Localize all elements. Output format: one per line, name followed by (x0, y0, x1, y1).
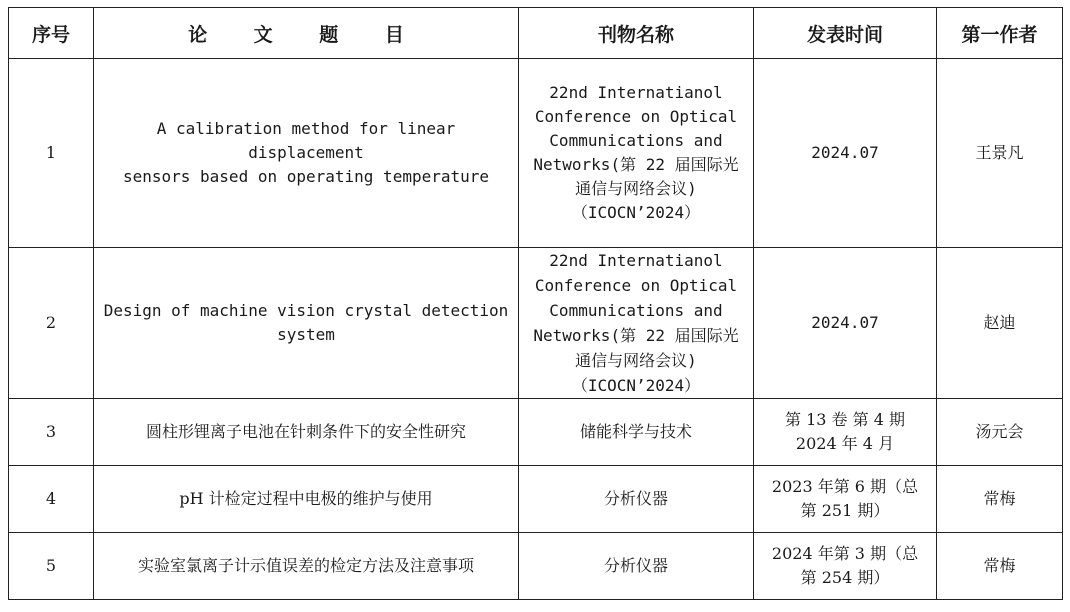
header-paper-title: 论 文 题 目 (94, 8, 519, 59)
first-author-cell: 赵迪 (937, 248, 1063, 399)
table-row (9, 59, 1063, 248)
publish-date-cell: 2024.07 (754, 248, 937, 399)
journal-name-cell: 储能科学与技术 (519, 399, 754, 466)
header-first-author: 第一作者 (937, 8, 1063, 59)
publications-table (8, 7, 1063, 600)
journal-name-cell: 22nd Internatianol Conference on Optical Communications and Networks(第 22 届国际光 通信与网络会议) （ICOCN’2024） (519, 59, 754, 248)
serial-number-cell: 4 (9, 466, 94, 533)
first-author-cell: 王景凡 (937, 59, 1063, 248)
header-serial-number: 序号 (9, 8, 94, 59)
table-row (9, 248, 1063, 399)
journal-name-cell: 分析仪器 (519, 466, 754, 533)
publish-date-cell: 2023 年第 6 期（总 第 251 期） (754, 466, 937, 533)
table-row (9, 533, 1063, 600)
publish-date-cell: 2024 年第 3 期（总 第 254 期） (754, 533, 937, 600)
publish-date-cell: 第 13 卷 第 4 期 2024 年 4 月 (754, 399, 937, 466)
table-row (9, 399, 1063, 466)
table-row (9, 466, 1063, 533)
serial-number-cell: 1 (9, 59, 94, 248)
paper-title-cell: A calibration method for linear displacement sensors based on operating temperature (94, 59, 519, 248)
first-author-cell: 汤元会 (937, 399, 1063, 466)
serial-number-cell: 2 (9, 248, 94, 399)
paper-title-cell: pH 计检定过程中电极的维护与使用 (94, 466, 519, 533)
header-journal-name: 刊物名称 (519, 8, 754, 59)
journal-name-cell: 22nd Internatianol Conference on Optical Communications and Networks(第 22 届国际光 通信与网络会议) （ICOCN’2024） (519, 248, 754, 399)
publish-date-cell: 2024.07 (754, 59, 937, 248)
paper-title-cell: 圆柱形锂离子电池在针刺条件下的安全性研究 (94, 399, 519, 466)
journal-name-cell: 分析仪器 (519, 533, 754, 600)
paper-title-cell: Design of machine vision crystal detection system (94, 248, 519, 399)
header-publish-date: 发表时间 (754, 8, 937, 59)
header-row (9, 8, 1063, 59)
first-author-cell: 常梅 (937, 533, 1063, 600)
serial-number-cell: 3 (9, 399, 94, 466)
first-author-cell: 常梅 (937, 466, 1063, 533)
serial-number-cell: 5 (9, 533, 94, 600)
paper-title-cell: 实验室氯离子计示值误差的检定方法及注意事项 (94, 533, 519, 600)
